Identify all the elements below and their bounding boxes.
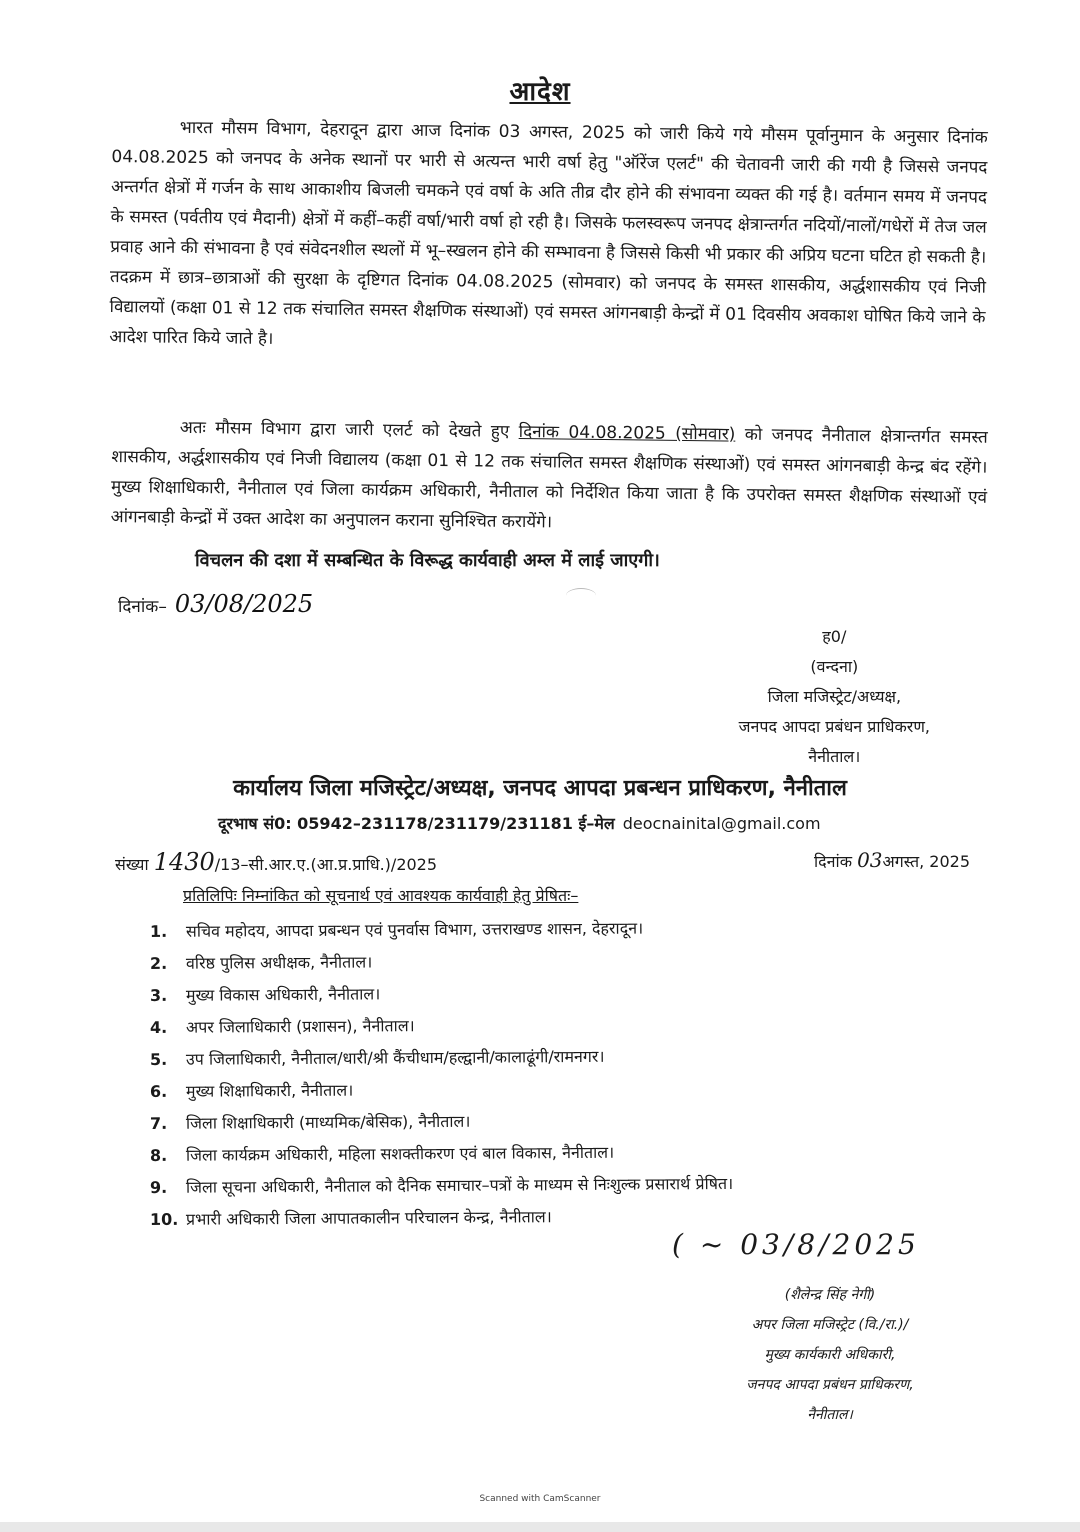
copy-to-heading: प्रतिलिपिः निम्नांकित को सूचनार्थ एवं आवश्यक कार्यवाही हेतु प्रेषितः–	[183, 886, 579, 905]
signature-initial: ह0/	[822, 627, 847, 646]
signature-scrawl-icon: ( ~	[672, 1228, 741, 1261]
order-paragraph-2	[111, 412, 988, 543]
order-paragraph-2-date: दिनांक 04.08.2025 (सोमवार)	[518, 421, 736, 445]
list-item: 7. जिला शिक्षाधिकारी (माध्यमिक/बेसिक), नैनीताल।	[149, 1111, 471, 1133]
list-item: 3. मुख्य विकास अधिकारी, नैनीताल।	[149, 984, 381, 1005]
signatory-name: (शैलेन्द्र सिंह नेगी)	[784, 1287, 876, 1303]
signatory-authority: जनपद आपदा प्रबंधन प्राधिकरण,	[738, 717, 930, 736]
list-item: 5. उप जिलाधिकारी, नैनीताल/धारी/श्री कैंचीधाम/हल्द्वानी/कालाढूंगी/रामनगर।	[149, 1046, 605, 1069]
copy-to-list	[150, 916, 970, 1236]
signature-block-adm	[690, 1280, 970, 1430]
office-contact	[218, 812, 821, 834]
list-item: 4. अपर जिलाधिकारी (प्रशासन), नैनीताल।	[149, 1016, 415, 1037]
handwritten-signature-date: ( ~ 03/8/2025	[672, 1228, 920, 1261]
reference-label: संख्या	[115, 855, 149, 874]
signatory-role: मुख्य कार्यकारी अधिकारी,	[764, 1347, 896, 1363]
bottom-edge	[0, 1522, 1080, 1532]
order-title: आदेश	[509, 77, 571, 107]
order-paragraph-1: भारत मौसम विभाग, देहरादून द्वारा आज दिनांक 03 अगस्त, 2025 को जारी किये गये मौसम पूर्वानुमान के अनुसार दिनांक 04.08.2025 को जनपद के अनेक स्थानों पर भारी से अत्यन्त भारी वर्षा हेतु "ऑरेंज एलर्ट" की चेतावनी जारी की गयी है जिससे जनपद अन्तर्गत क्षेत्रों में गर्जन के साथ आकाशीय बिजली चमकने एवं वर्षा के अति तीव्र दौर होने की संभावना व्यक्त की गई है। वर्तमान समय में जनपद के समस्त (पर्वतीय एवं मैदानी) क्षेत्रों में कहीं–कहीं वर्षा/भारी वर्षा हो रही है। जिसके फलस्वरूप जनपद क्षेत्रान्तर्गत नदियों/नालों/गधेरों में तेज जल प्रवाह आने की संभावना है एवं संवेदनशील स्थलों में भू–स्खलन होने की सम्भावना है जिससे किसी भी प्रकार की अप्रिय घटना घटित हो सकती है। तदक्रम में छात्र–छात्राओं की सुरक्षा के दृष्टिगत दिनांक 04.08.2025 (सोमवार) को जनपद के समस्त शासकीय, अर्द्धशासकीय एवं निजी विद्यालयों (कक्षा 01 से 12 तक संचालित समस्त शैक्षणिक संस्थाओं) एवं समस्त आंगनबाड़ी केन्द्रों में 01 दिवसीय अवकाश घोषित किये जाने के आदेश पारित किये जाते है।	[109, 117, 988, 349]
signatory-place: नैनीताल।	[807, 1407, 853, 1423]
signature-block-dm	[739, 622, 930, 772]
order-paragraph-3: विचलन की दशा में सम्बन्धित के विरूद्ध कार्यवाही अम्ल में लाई जाएगी।	[195, 550, 660, 571]
order-paragraph-2-end: को जनपद नैनीताल क्षेत्रान्तर्गत समस्त शासकीय, अर्द्धशासकीय एवं निजी विद्यालय (कक्षा 01 से 12 तक संचालित समस्त शैक्षणिक संस्थाओं) एवं समस्त आंगनबाड़ी केन्द्र बंद रहेंगे। मुख्य शिक्षाधिकारी, नैनीताल एवं जिला कार्यक्रम अधिकारी, नैनीताल को निर्देशित किया जाता है कि उपरोक्त समस्त शैक्षणिक संस्थाओं एवं आंगनबाड़ी केन्द्रों में उक्त आदेश का अनुपालन कराना सुनिश्चित करायेंगे।	[110, 424, 988, 533]
order-date-line	[118, 590, 313, 618]
reference-date-day: 03	[857, 848, 883, 872]
reference-handwritten-number: 1430	[153, 848, 215, 876]
list-item: 1. सचिव महोदय, आपदा प्रबन्धन एवं पुनर्वास विभाग, उत्तराखण्ड शासन, देहरादून।	[149, 918, 644, 941]
scanner-watermark: Scanned with CamScanner	[479, 1494, 601, 1504]
signatory-designation: जिला मजिस्ट्रेट/अध्यक्ष,	[767, 687, 902, 706]
scan-mark	[566, 588, 596, 603]
reference-date-month-year: अगस्त, 2025	[882, 852, 970, 871]
order-date-handwritten: 03/08/2025	[174, 590, 314, 618]
reference-date	[814, 848, 970, 872]
reference-date-label: दिनांक	[814, 852, 852, 871]
signatory-authority: जनपद आपदा प्रबंधन प्राधिकरण,	[746, 1377, 914, 1393]
list-item: 6. मुख्य शिक्षाधिकारी, नैनीताल।	[149, 1080, 354, 1101]
signatory-designation: अपर जिला मजिस्ट्रेट (वि./रा.)/	[751, 1317, 909, 1333]
office-phone: दूरभाष सं0: 05942–231178/231179/231181 ई–मेल	[218, 814, 615, 833]
list-item: 9. जिला सूचना अधिकारी, नैनीताल को दैनिक समाचार–पत्रों के माध्यम से निःशुल्क प्रसारार्थ प्रेषित।	[149, 1173, 734, 1197]
office-heading: कार्यालय जिला मजिस्ट्रेट/अध्यक्ष, जनपद आपदा प्रबन्धन प्राधिकरण, नैनीताल	[233, 776, 847, 801]
list-item: 2. वरिष्ठ पुलिस अधीक्षक, नैनीताल।	[149, 952, 373, 973]
office-email: deocnainital@gmail.com	[622, 814, 821, 833]
order-paragraph-2-start: अतः मौसम विभाग द्वारा जारी एलर्ट को देखते हुए	[179, 417, 519, 442]
signatory-place: नैनीताल।	[808, 747, 861, 766]
list-item: 10. प्रभारी अधिकारी जिला आपातकालीन परिचालन केन्द्र, नैनीताल।	[149, 1207, 552, 1229]
signatory-name: (वन्दना)	[810, 657, 859, 676]
reference-code: /13–सी.आर.ए.(आ.प्र.प्राधि.)/2025	[214, 855, 438, 874]
list-item: 8. जिला कार्यक्रम अधिकारी, महिला सशक्तीकरण एवं बाल विकास, नैनीताल।	[149, 1142, 615, 1165]
order-date-label: दिनांक–	[118, 597, 167, 617]
